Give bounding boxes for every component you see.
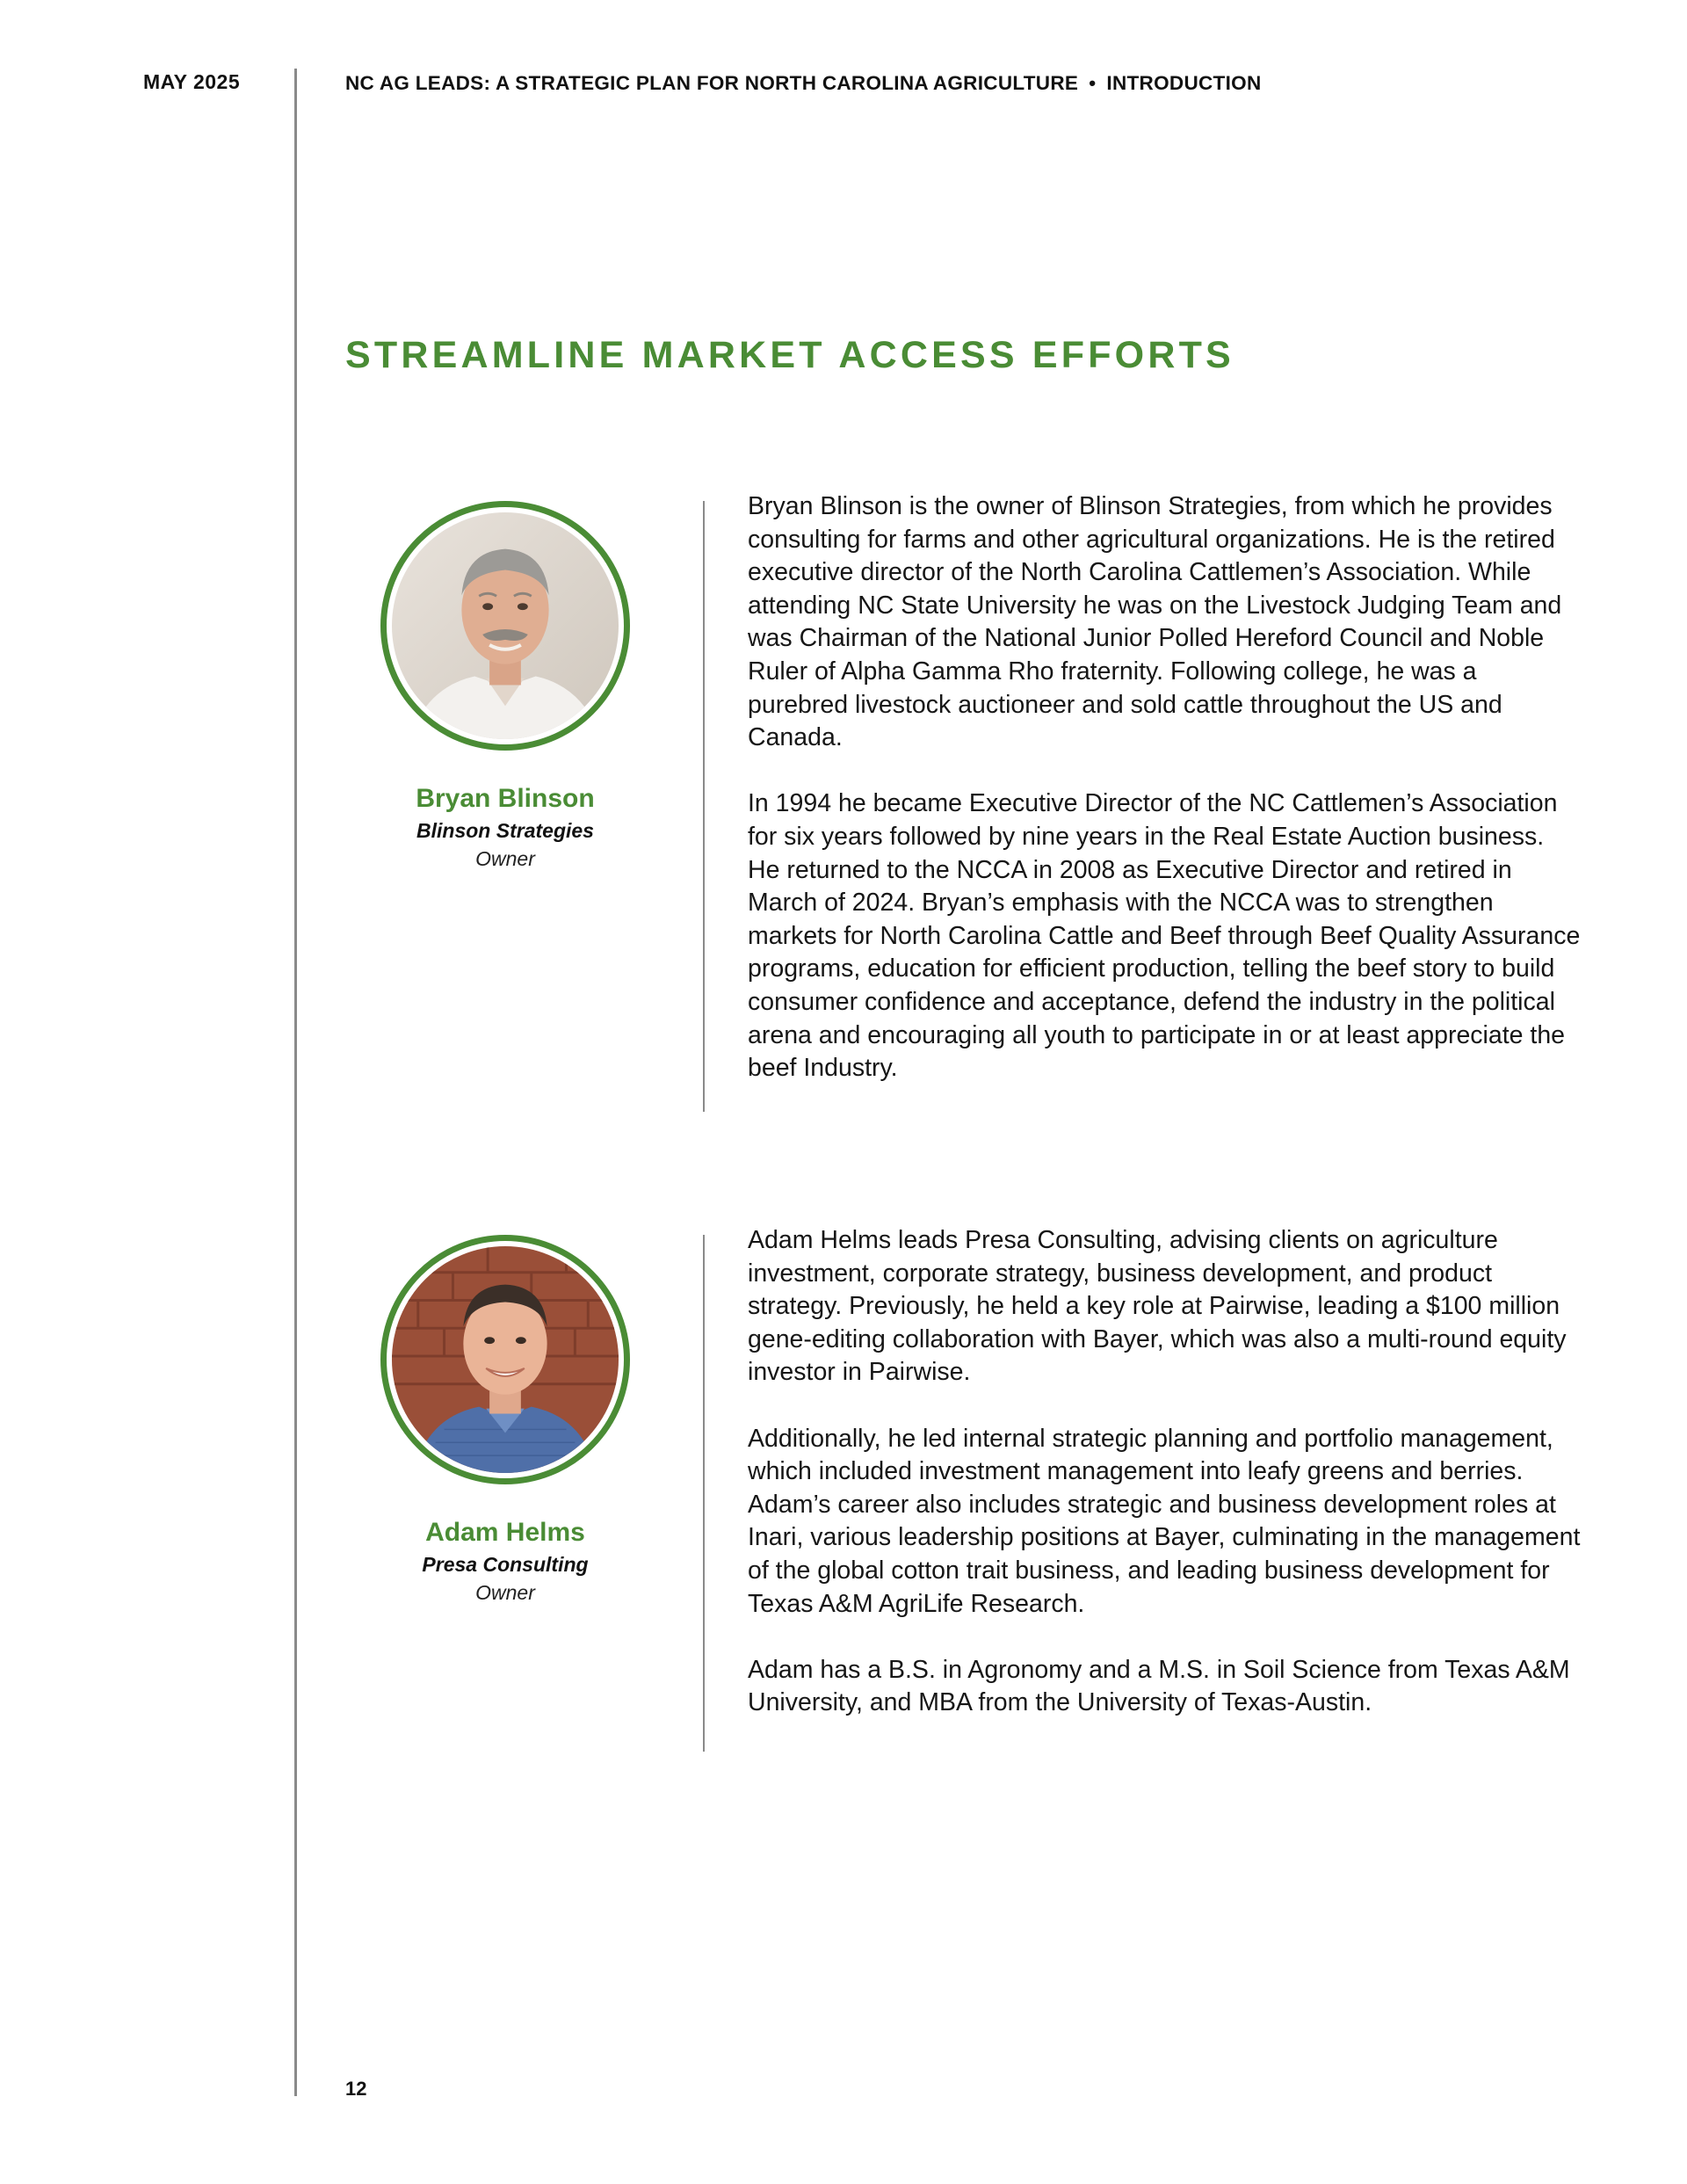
person-name: Bryan Blinson bbox=[416, 784, 595, 813]
portrait-frame bbox=[380, 501, 630, 751]
person-organization: Blinson Strategies bbox=[416, 819, 594, 842]
portrait-frame bbox=[380, 1235, 630, 1484]
page-vertical-rule bbox=[294, 69, 297, 2096]
page-number: 12 bbox=[345, 2078, 367, 2100]
portrait-photo-adam-helms bbox=[392, 1246, 619, 1473]
portrait-photo-bryan-blinson bbox=[392, 512, 619, 739]
header-separator: • bbox=[1089, 72, 1097, 94]
header-date: MAY 2025 bbox=[143, 70, 241, 93]
person-role: Owner bbox=[475, 847, 535, 870]
bio-text bbox=[748, 490, 1582, 1085]
bio-text bbox=[748, 1224, 1582, 1720]
bio-paragraph: Bryan Blinson is the owner of Blinson Strategies, from which he provides consulting for farms and other agricultural organizations. He is the retired executive director of the North Carolina Cattlemen’s Association. While attending NC State University he was on the Livestock Judging Team and was Chairman of the National Junior Polled Hereford Council and Noble Ruler of Alpha Gamma Rho fraternity. Following college, he was a purebred livestock auctioneer and sold cattle throughout the US and Canada. bbox=[748, 492, 1562, 752]
bio-paragraph: Additionally, he led internal strategic planning and portfolio management, which included investment management into leafy greens and berries. Adam’s career also includes strategic and business development roles at Inari, various leadership positions at Bayer, culminating in the management of the global cotton trait business, and leading business development for Texas A&M AgriLife Research. bbox=[748, 1424, 1581, 1618]
bio-divider bbox=[703, 501, 705, 1112]
person-organization: Presa Consulting bbox=[422, 1553, 589, 1576]
bio-paragraph: Adam has a B.S. in Agronomy and a M.S. in Soil Science from Texas A&M University, and MBA from the University of Texas-Austin. bbox=[748, 1655, 1570, 1717]
bio-paragraph: In 1994 he became Executive Director of the NC Cattlemen’s Association for six years followed by nine years in the Real Estate Auction business. He returned to the NCCA in 2008 as Executive Director and retired in March of 2024. Bryan’s emphasis with the NCCA was to strengthen markets for North Carolina Cattle and Beef through Beef Quality Assurance programs, education for efficient production, telling the beef story to build consumer confidence and acceptance, defend the industry in the political arena and encouraging all youth to participate in or at least appreciate the beef Industry. bbox=[748, 789, 1581, 1083]
bio-divider bbox=[703, 1235, 705, 1752]
person-role: Owner bbox=[475, 1581, 535, 1604]
bio-paragraph: Adam Helms leads Presa Consulting, advising clients on agriculture investment, corporate strategy, business development, and product strategy. Previously, he held a key role at Pairwise, leading a $100 million gene-editing collaboration with Bayer, which was also a multi-round equity investor in Pairwise. bbox=[748, 1226, 1567, 1387]
header-document-title: NC AG LEADS: A STRATEGIC PLAN FOR NORTH CAROLINA AGRICULTURE bbox=[345, 72, 1079, 94]
person-name: Adam Helms bbox=[425, 1518, 585, 1547]
section-title: STREAMLINE MARKET ACCESS EFFORTS bbox=[345, 334, 1234, 376]
header-section-name: INTRODUCTION bbox=[1106, 72, 1262, 94]
header-running-title bbox=[345, 72, 1262, 95]
